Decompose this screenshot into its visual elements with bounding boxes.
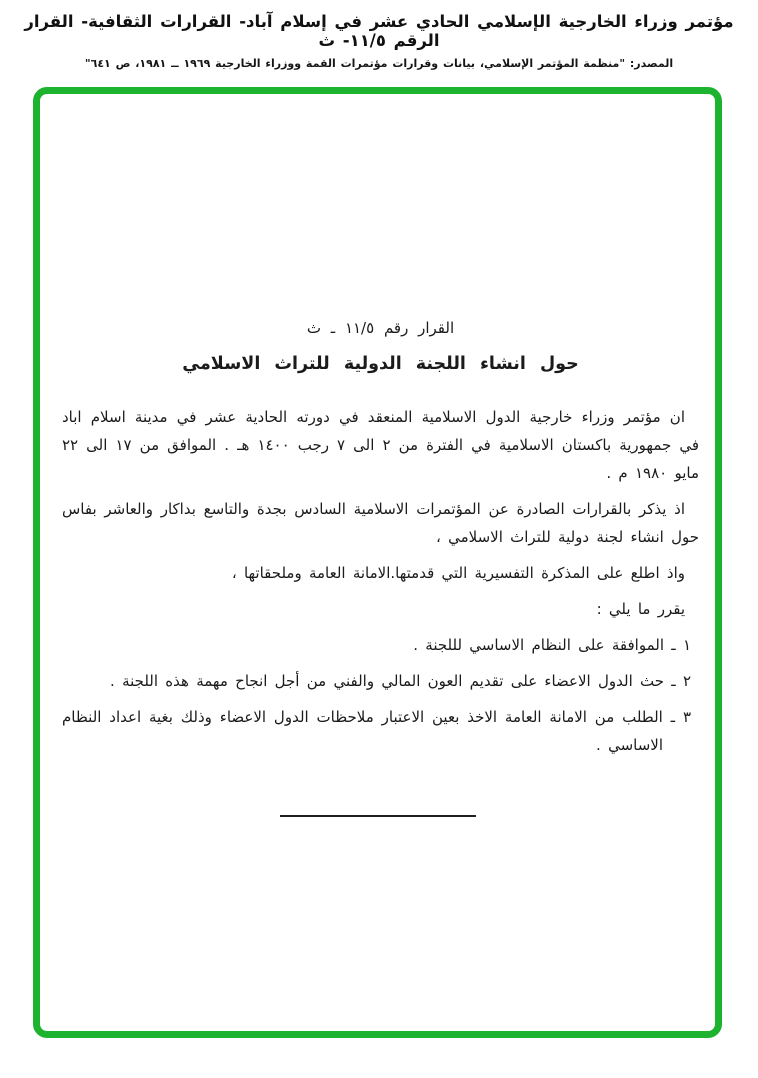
divider-line — [280, 815, 476, 817]
decision-item: ٢ ـ حث الدول الاعضاء على تقديم العون المالي والفني من أجل انجاح مهمة هذه اللجنة . — [110, 672, 691, 690]
resolution-number: القرار رقم ١١/٥ ـ ث — [306, 319, 455, 337]
resolution-title: حول انشاء اللجنة الدولية للتراث الاسلامي — [182, 354, 579, 374]
decision-item: ٣ ـ الطلب من الامانة العامة الاخذ بعين الاعتبار ملاحظات الدول الاعضاء وذلك بغية اعداد النظام الاساسي . — [62, 708, 691, 754]
header-citation-line: مؤتمر وزراء الخارجية الإسلامي الحادي عشر في إسلام آباد- القرارات الثقافية- القرار الرقم ١١/٥- ث — [24, 12, 734, 50]
document-body — [40, 94, 715, 759]
header-source-line: المصدر: "منظمة المؤتمر الإسلامي، بيانات وقرارات مؤتمرات القمة ووزراء الخارجية ١٩٦٩ ــ ١٩٨١، ص ٦٤١" — [84, 57, 674, 70]
document-frame — [33, 87, 722, 1038]
page-header — [0, 12, 758, 70]
paragraph: ان مؤتمر وزراء خارجية الدول الاسلامية المنعقد في دورته الحادية عشر في مدينة اسلام اباد في جمهورية باكستان الاسلامية في الفترة من ٢ الى ٧ رجب ١٤٠٠ هـ . الموافق من ١٧ الى ٢٢ مايو ١٩٨٠ م . — [62, 408, 699, 482]
paragraph: واذ اطلع على المذكرة التفسيرية التي قدمتها.الامانة العامة وملحقاتها ، — [231, 564, 685, 582]
paragraph: اذ يذكر بالقرارات الصادرة عن المؤتمرات الاسلامية السادس بجدة والتاسع بداكار والعاشر بفاس حول انشاء لجنة دولية للتراث الاسلامي ، — [62, 500, 699, 546]
paragraph: يقرر ما يلي : — [596, 600, 685, 618]
decision-item: ١ ـ الموافقة على النظام الاساسي لللجنة . — [413, 636, 691, 654]
